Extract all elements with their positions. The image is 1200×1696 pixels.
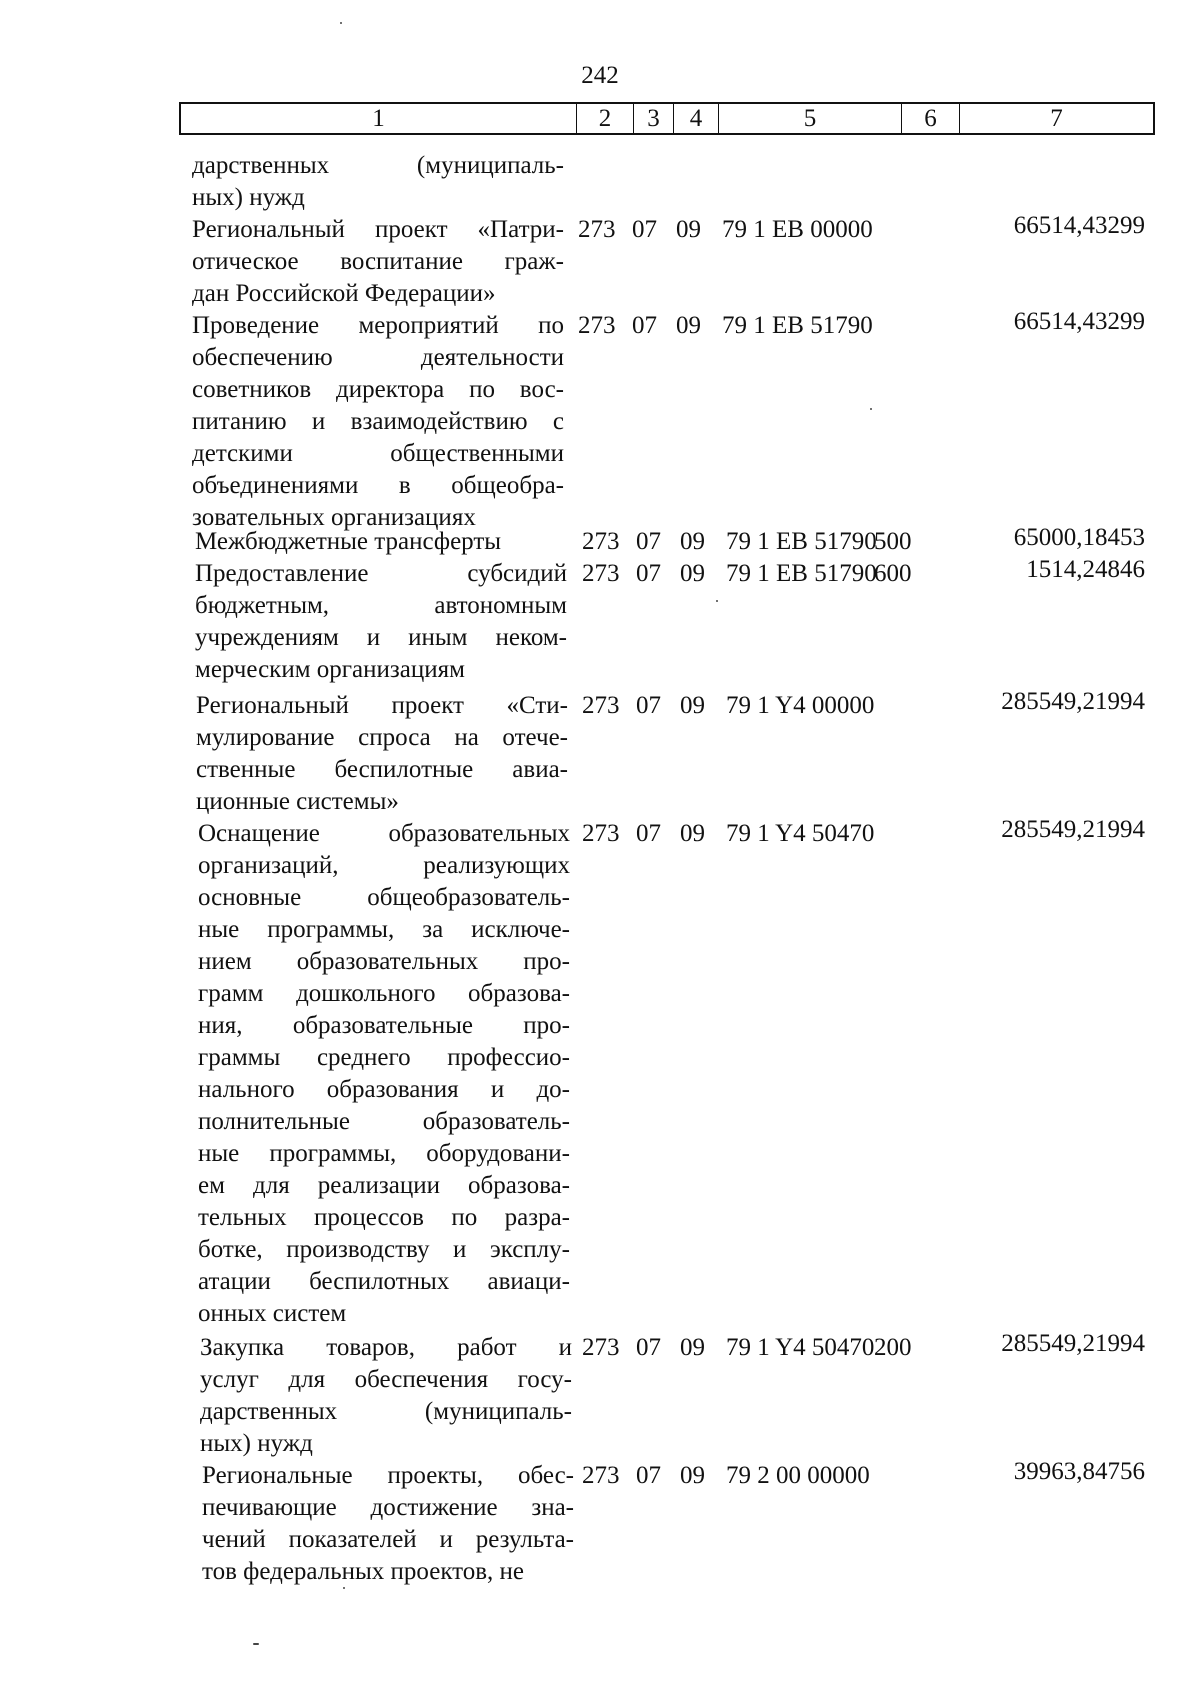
- description-line: обеспечению деятельности: [192, 344, 564, 371]
- description-line: дан Российской Федерации»: [192, 280, 496, 307]
- subsection-code: 09: [680, 528, 705, 555]
- target-article-code: 79 1 Y4 50470: [726, 1334, 875, 1361]
- description-line: тельных процессов по разра-: [198, 1204, 570, 1231]
- table-header-row: [179, 102, 1155, 135]
- description-line: Региональный проект «Патри-: [192, 216, 564, 243]
- description-line: питанию и взаимодействию с: [192, 408, 564, 435]
- header-col-6: 6: [902, 104, 960, 133]
- row-description: [192, 310, 564, 534]
- row-amount: 285549,21994: [1001, 816, 1145, 843]
- subsection-code: 09: [680, 1334, 705, 1361]
- subsection-code: 09: [676, 216, 701, 243]
- expense-type-code: 500: [874, 528, 912, 555]
- target-article-code: 79 1 EB 51790: [726, 528, 877, 555]
- row-amount: 66514,43299: [1013, 212, 1145, 239]
- row-description: [202, 1460, 574, 1588]
- section-code: 07: [636, 820, 661, 847]
- row-amount: 285549,21994: [1001, 688, 1145, 715]
- subsection-code: 09: [676, 312, 701, 339]
- page-number: 242: [581, 62, 619, 89]
- description-line: печивающие достижение зна-: [202, 1494, 574, 1521]
- scan-speck: [716, 600, 718, 602]
- description-line: объединениями в общеобра-: [192, 472, 564, 499]
- row-description: [200, 1332, 572, 1460]
- row-description: [195, 558, 567, 686]
- description-line: ных) нужд: [200, 1430, 313, 1457]
- description-line: Региональный проект «Сти-: [196, 692, 568, 719]
- subsection-code: 09: [680, 1462, 705, 1489]
- admin-code: 273: [582, 560, 620, 587]
- admin-code: 273: [582, 1334, 620, 1361]
- description-line: дарственных (муниципаль-: [192, 152, 564, 179]
- description-line: ционные системы»: [196, 788, 399, 815]
- admin-code: 273: [582, 1462, 620, 1489]
- row-amount: 39963,84756: [1013, 1458, 1145, 1485]
- admin-code: 273: [578, 312, 616, 339]
- subsection-code: 09: [680, 560, 705, 587]
- header-col-7: 7: [1050, 105, 1063, 132]
- description-line: ботке, производству и эксплу-: [198, 1236, 570, 1263]
- description-line: организаций, реализующих: [198, 852, 570, 879]
- expense-type-code: 200: [874, 1334, 912, 1361]
- description-line: ных) нужд: [192, 184, 305, 211]
- description-line: чений показателей и результа-: [202, 1526, 574, 1553]
- row-amount: 1514,24846: [1026, 556, 1145, 583]
- description-line: зовательных организациях: [192, 504, 476, 531]
- admin-code: 273: [578, 216, 616, 243]
- row-description: [198, 818, 570, 1330]
- description-line: ственные беспилотные авиа-: [196, 756, 568, 783]
- row-description: [192, 150, 564, 214]
- row-description: [196, 690, 568, 818]
- description-line: нием образовательных про-: [198, 948, 570, 975]
- description-line: онных систем: [198, 1300, 347, 1327]
- section-code: 07: [632, 216, 657, 243]
- description-line: ем для реализации образова-: [198, 1172, 570, 1199]
- target-article-code: 79 1 EB 51790: [726, 560, 877, 587]
- admin-code: 273: [582, 692, 620, 719]
- section-code: 07: [636, 560, 661, 587]
- description-line: Оснащение образовательных: [198, 820, 570, 847]
- description-line: нального образования и до-: [198, 1076, 570, 1103]
- row-amount: 285549,21994: [1001, 1330, 1145, 1357]
- target-article-code: 79 2 00 00000: [726, 1462, 870, 1489]
- description-line: тов федеральных проектов, не: [202, 1558, 525, 1585]
- description-line: детскими общественными: [192, 440, 564, 467]
- description-line: атации беспилотных авиаци-: [198, 1268, 570, 1295]
- section-code: 07: [636, 1334, 661, 1361]
- header-col-2: 2: [577, 104, 634, 133]
- description-line: советников директора по вос-: [192, 376, 564, 403]
- description-line: услуг для обеспечения госу-: [200, 1366, 572, 1393]
- description-line: ния, образовательные про-: [198, 1012, 570, 1039]
- description-line: мулирование спроса на отече-: [196, 724, 568, 751]
- target-article-code: 79 1 EB 51790: [722, 312, 873, 339]
- description-line: граммы среднего профессио-: [198, 1044, 570, 1071]
- header-col-5: 5: [719, 104, 902, 133]
- scan-speck: [340, 22, 342, 24]
- description-line: полнительные образователь-: [198, 1108, 570, 1135]
- scan-speck: [253, 1643, 259, 1645]
- description-line: основные общеобразователь-: [198, 884, 570, 911]
- description-line: Межбюджетные трансферты: [195, 528, 502, 555]
- subsection-code: 09: [680, 820, 705, 847]
- target-article-code: 79 1 Y4 50470: [726, 820, 875, 847]
- expense-type-code: 600: [874, 560, 912, 587]
- section-code: 07: [636, 528, 661, 555]
- header-col-1: 1: [181, 104, 577, 133]
- row-amount: 65000,18453: [1013, 524, 1145, 551]
- description-line: грамм дошкольного образова-: [198, 980, 570, 1007]
- description-line: отическое воспитание граж-: [192, 248, 564, 275]
- row-description: [192, 214, 564, 310]
- section-code: 07: [636, 1462, 661, 1489]
- admin-code: 273: [582, 820, 620, 847]
- scan-speck: [343, 1587, 345, 1589]
- row-description: [195, 526, 567, 558]
- target-article-code: 79 1 Y4 00000: [726, 692, 875, 719]
- scan-speck: [870, 408, 872, 410]
- subsection-code: 09: [680, 692, 705, 719]
- admin-code: 273: [582, 528, 620, 555]
- target-article-code: 79 1 EB 00000: [722, 216, 873, 243]
- header-col-4: 4: [674, 104, 719, 133]
- description-line: Проведение мероприятий по: [192, 312, 564, 339]
- section-code: 07: [636, 692, 661, 719]
- section-code: 07: [632, 312, 657, 339]
- description-line: ные программы, за исключе-: [198, 916, 570, 943]
- header-col-3: 3: [634, 104, 674, 133]
- description-line: Региональные проекты, обес-: [202, 1462, 574, 1489]
- description-line: Закупка товаров, работ и: [200, 1334, 572, 1361]
- description-line: учреждениям и иным неком-: [195, 624, 567, 651]
- description-line: мерческим организациям: [195, 656, 465, 683]
- description-line: бюджетным, автономным: [195, 592, 567, 619]
- description-line: дарственных (муниципаль-: [200, 1398, 572, 1425]
- description-line: ные программы, оборудовани-: [198, 1140, 570, 1167]
- row-amount: 66514,43299: [1013, 308, 1145, 335]
- description-line: Предоставление субсидий: [195, 560, 567, 587]
